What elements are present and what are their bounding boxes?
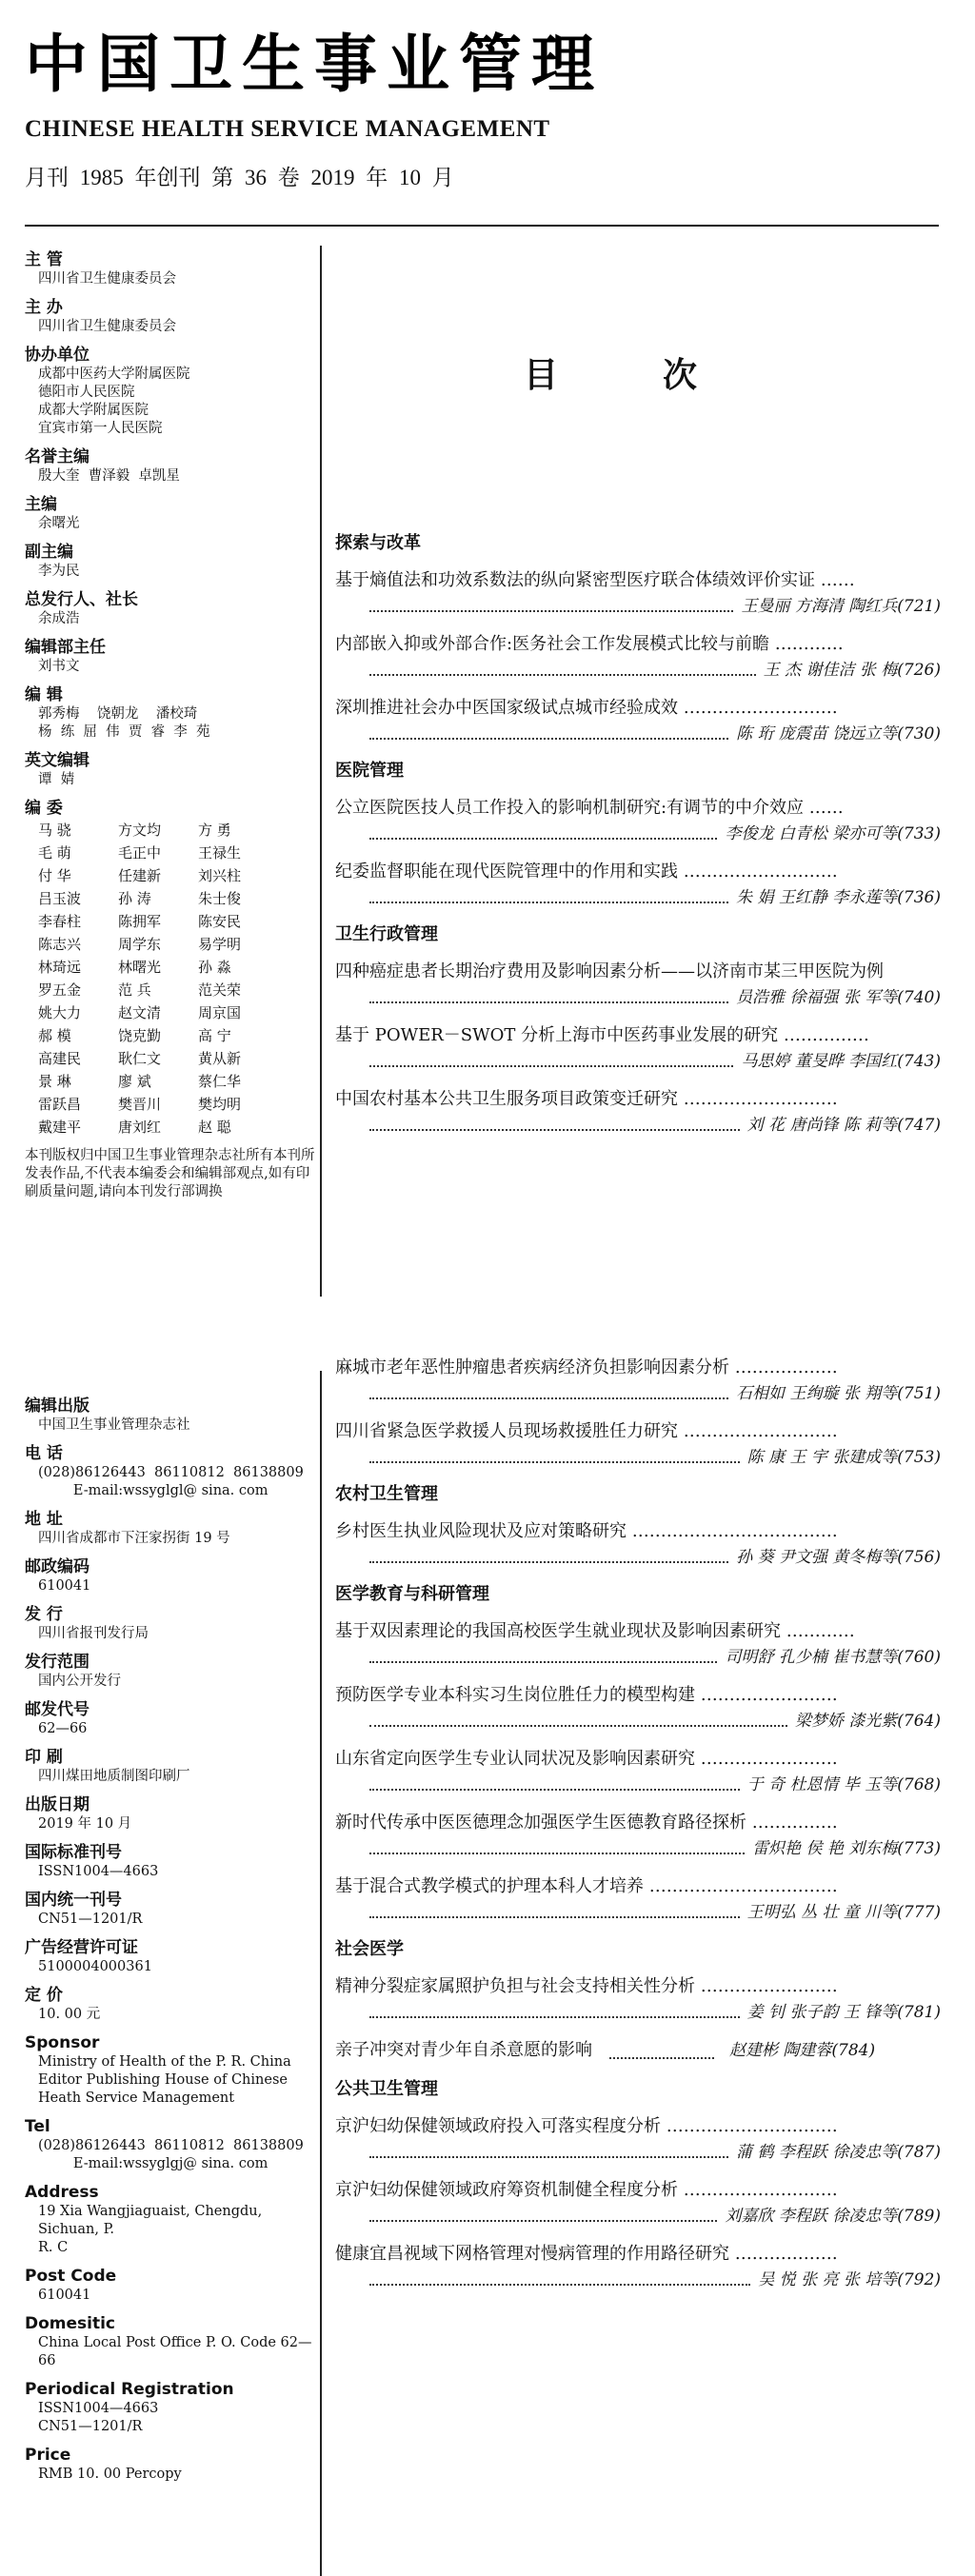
copyright-notice: 本刊版权归中国卫生事业管理杂志社所有本刊所发表作品,不代表本编委会和编辑部观点,如有印刷质量问题,请向本刊发行部调换	[25, 1148, 315, 1199]
sidebar-info-label: Price	[25, 2446, 71, 2465]
toc-entry	[335, 1085, 941, 1138]
editor-name: 范 兵	[118, 981, 151, 999]
leader-dots	[609, 2057, 714, 2059]
toc-article-title-text: 亲子冲突对青少年自杀意愿的影响	[335, 2040, 592, 2060]
toc-authors-page: 朱 娟 王红静 李永莲等(736)	[736, 888, 941, 907]
toc-article-title: 京沪妇幼保健领域政府投入可落实程度分析 …………………………	[335, 2116, 838, 2136]
toc-article-title: 山东省定向医学生专业认同状况及影响因素研究 ……………………	[335, 1749, 838, 1769]
editor-name: 景 琳	[38, 1073, 71, 1090]
toc-article-title: 公立医院医技人员工作投入的影响机制研究:有调节的中介效应 ……	[335, 798, 844, 818]
sidebar-info-label: 编辑出版	[25, 1397, 90, 1416]
sidebar-info-label: 编辑部主任	[25, 638, 106, 657]
toc-entry	[335, 1972, 941, 2025]
sidebar-info-value: ISSN1004—4663 CN51—1201/R	[38, 2401, 159, 2434]
sidebar-info-block	[25, 2116, 318, 2173]
sidebar-info-label: 定 价	[25, 1986, 63, 2005]
editor-name: 戴建平	[38, 1119, 82, 1136]
toc-article-title: 内部嵌入抑或外部合作:医务社会工作发展模式比较与前瞻 …………	[335, 634, 844, 654]
editor-name: 方 勇	[198, 822, 231, 839]
leader-dots	[369, 2156, 728, 2158]
toc-article-title: 精神分裂症家属照护负担与社会支持相关性分析 ……………………	[335, 1976, 838, 1996]
toc-authors-line	[335, 2268, 941, 2292]
toc-authors-page: 马思婷 董旻晔 李国红(743)	[741, 1052, 941, 1071]
leader-dots	[369, 1129, 740, 1131]
editor-name: 蔡仁华	[198, 1073, 242, 1090]
sidebar-info-label: Tel	[25, 2117, 50, 2136]
toc-section-heading: 探索与改革	[335, 533, 421, 553]
editor-name: 易学明	[198, 936, 242, 953]
sidebar-info-label: 发 行	[25, 1605, 63, 1624]
sidebar-info-block	[25, 684, 318, 742]
editor-name: 黄从新	[198, 1050, 242, 1067]
sidebar-info-label: 国际标准刊号	[25, 1843, 122, 1862]
toc-article-title: 四种癌症患者长期治疗费用及影响因素分析——以济南市某三甲医院为例	[335, 961, 884, 981]
editor-name: 范关荣	[198, 981, 242, 999]
toc-heading: 目次	[524, 356, 803, 395]
sidebar-info-label: Domesitic	[25, 2314, 116, 2333]
sidebar-info-label: 电 话	[25, 1444, 63, 1463]
toc-authors-page: 刘 花 唐尚锋 陈 莉等(747)	[746, 1116, 941, 1135]
toc-entry	[335, 1745, 941, 1797]
sidebar-info-block	[25, 1652, 318, 1691]
sidebar-info-block	[25, 345, 318, 438]
toc-article-title: 预防医学专业本科实习生岗位胜任力的模型构建 ……………………	[335, 1685, 838, 1705]
editor-name: 林琦远	[38, 959, 82, 976]
toc-article-title: 麻城市老年恶性肿瘤患者疾病经济负担影响因素分析 ………………	[335, 1357, 838, 1377]
sidebar-info-block	[25, 2445, 318, 2484]
sidebar-info-label: 印 刷	[25, 1748, 63, 1767]
leader-dots	[369, 838, 717, 840]
editor-name: 陈志兴	[38, 936, 82, 953]
sidebar-info-block	[25, 542, 318, 581]
sidebar-info-label: 国内统一刊号	[25, 1891, 122, 1910]
sidebar-info-list	[25, 249, 318, 789]
sidebar-info-value: 62—66	[38, 1721, 88, 1736]
toc-authors-page: 梁梦娇 漆光紫(764)	[794, 1712, 941, 1731]
sidebar-info-block	[25, 2182, 318, 2257]
sidebar-info-value: (028)86126443 86110812 86138809 E-mail:wssyglgj@ sina. com	[38, 2138, 304, 2171]
editor-name: 雷跃昌	[38, 1096, 82, 1113]
editor-name: 樊晋川	[118, 1096, 162, 1113]
toc-section-heading: 社会医学	[335, 1939, 404, 1959]
editor-name: 王禄生	[198, 844, 242, 862]
toc-article-title: 基于熵值法和功效系数法的纵向紧密型医疗联合体绩效评价实证 ……	[335, 570, 855, 590]
sidebar-info-value: ISSN1004—4663	[38, 1864, 159, 1879]
sidebar-info-value: 郭秀梅 饶朝龙 潘校琦 杨 练 屈 伟 贾 睿 李 苑	[38, 706, 210, 740]
editor-name: 饶克勤	[118, 1027, 162, 1044]
toc-authors-line	[335, 1709, 941, 1734]
toc-entry	[335, 566, 941, 619]
sidebar-info-label: 地 址	[25, 1510, 63, 1529]
sidebar-info-value: 10. 00 元	[38, 2007, 101, 2022]
sidebar-info-block	[25, 1890, 318, 1929]
leader-dots	[369, 2220, 717, 2222]
sidebar-info-block	[25, 249, 318, 288]
toc-authors-line	[335, 722, 941, 746]
toc-entry	[335, 1021, 941, 1074]
leader-dots	[369, 902, 728, 903]
toc-authors-page: 雷炽艳 侯 艳 刘东梅(773)	[752, 1839, 941, 1858]
sidebar-info-label: Address	[25, 2183, 99, 2202]
editor-name: 高 宁	[198, 1027, 231, 1044]
toc-entry	[335, 2112, 941, 2165]
editor-name: 郝 模	[38, 1027, 71, 1044]
sidebar-info-block	[25, 2266, 318, 2305]
leader-dots	[369, 1661, 717, 1663]
editorial-board-names	[25, 819, 318, 1139]
toc-entry	[335, 2176, 941, 2229]
leader-dots	[369, 1001, 728, 1003]
editor-name: 唐刘红	[118, 1119, 162, 1136]
editor-name: 樊均明	[198, 1096, 242, 1113]
editor-name: 李春柱	[38, 913, 82, 930]
sidebar-info-label: 英文编辑	[25, 751, 90, 770]
toc-authors-page: 王曼丽 方海清 陶红兵(721)	[741, 597, 941, 616]
editor-name: 孙 涛	[118, 890, 151, 907]
leader-dots	[369, 1789, 740, 1791]
sidebar-info-label: Periodical Registration	[25, 2380, 234, 2399]
toc-authors-page: 吴 悦 张 亮 张 培等(792)	[758, 2270, 941, 2289]
journal-english-title: CHINESE HEALTH SERVICE MANAGEMENT	[25, 116, 550, 142]
leader-dots	[369, 738, 728, 740]
masthead	[25, 27, 958, 191]
sidebar-info-block	[25, 750, 318, 789]
sidebar-info-value: 610041	[38, 2288, 91, 2303]
sidebar-info-label: 出版日期	[25, 1795, 90, 1814]
sidebar-info-label: Sponsor	[25, 2033, 100, 2052]
publication-info-list	[25, 1396, 318, 2484]
toc-authors-page: 赵建彬 陶建蓉(784)	[729, 2041, 876, 2060]
sidebar-info-label: 发行范围	[25, 1653, 90, 1672]
toc-article-title: 新时代传承中医医德理念加强医学生医德教育路径探析 ……………	[335, 1813, 838, 1833]
toc-authors-line	[335, 885, 941, 910]
editor-name: 姚大力	[38, 1004, 82, 1021]
toc-authors-line	[335, 1773, 941, 1797]
editor-name: 赵 聪	[198, 1119, 231, 1136]
toc-entry	[335, 1517, 941, 1570]
toc-authors-page: 孙 葵 尹文强 黄冬梅等(756)	[736, 1548, 941, 1567]
toc-authors-page: 刘嘉欣 李程跃 徐凌忠等(789)	[725, 2207, 941, 2226]
sidebar-info-value: 国内公开发行	[38, 1674, 121, 1689]
editorial-sidebar	[25, 249, 318, 1201]
editorial-board	[25, 798, 318, 1139]
toc-article-title: 乡村医生执业风险现状及应对策略研究 ………………………………	[335, 1521, 838, 1541]
sidebar-info-value: 四川省卫生健康委员会	[38, 319, 176, 334]
sidebar-info-label: 主 办	[25, 298, 63, 317]
sidebar-info-label: 名誉主编	[25, 447, 90, 466]
sidebar-info-block	[25, 1937, 318, 1976]
sidebar-info-value: 19 Xia Wangjiaguaist, Chengdu, Sichuan, P. R. C	[38, 2204, 263, 2255]
editor-name: 付 华	[38, 867, 71, 884]
toc-authors-line	[335, 1445, 941, 1470]
toc-article-title: 健康宜昌视域下网格管理对慢病管理的作用路径研究 ………………	[335, 2244, 838, 2264]
sidebar-info-block	[25, 2379, 318, 2436]
editor-name: 吕玉波	[38, 890, 82, 907]
toc-section-heading: 医院管理	[335, 761, 404, 781]
sidebar-info-label: 副主编	[25, 543, 73, 562]
sidebar-info-value: 刘书文	[38, 659, 80, 674]
sidebar-info-block	[25, 297, 318, 336]
sidebar-info-value: 殷大奎 曹泽毅 卓凯星	[38, 468, 180, 484]
toc-section-heading: 医学教育与科研管理	[335, 1584, 489, 1604]
sidebar-info-block	[25, 494, 318, 533]
sidebar-info-block	[25, 1396, 318, 1435]
toc-authors-line	[335, 1545, 941, 1570]
leader-dots	[369, 610, 733, 612]
editor-name: 陈安民	[198, 913, 242, 930]
sidebar-info-value: 四川煤田地质制图印刷厂	[38, 1769, 190, 1784]
toc-entry	[335, 858, 941, 910]
sidebar-info-block	[25, 1699, 318, 1738]
toc-authors-page: 石相如 王绚璇 张 翔等(751)	[736, 1384, 941, 1403]
toc-article-title: 基于 POWER－SWOT 分析上海市中医药事业发展的研究 ……………	[335, 1025, 869, 1045]
column-divider	[320, 246, 322, 1297]
sidebar-info-value: RMB 10. 00 Percopy	[38, 2467, 182, 2482]
editor-name: 毛 萌	[38, 844, 71, 862]
sidebar-info-value: 四川省卫生健康委员会	[38, 271, 176, 287]
header-rule	[25, 225, 939, 227]
sidebar-info-label: 总发行人、社长	[25, 590, 138, 609]
editor-name: 耿仁文	[118, 1050, 162, 1067]
toc-authors-page: 王明弘 丛 壮 童 川等(777)	[746, 1903, 941, 1922]
toc-authors-line	[335, 2000, 941, 2025]
leader-dots	[369, 1461, 740, 1463]
toc-entry	[335, 958, 941, 1010]
sidebar-info-block	[25, 446, 318, 485]
editor-name: 周学东	[118, 936, 162, 953]
leader-dots	[369, 2284, 750, 2286]
toc-entry	[335, 1681, 941, 1734]
sidebar-info-label: 编 辑	[25, 685, 63, 704]
toc-authors-line	[335, 985, 941, 1010]
toc-authors-line	[335, 1836, 941, 1861]
toc-authors-line	[335, 594, 941, 619]
toc-article-title: 中国农村基本公共卫生服务项目政策变迁研究 ………………………	[335, 1089, 838, 1109]
toc-entry	[335, 2240, 941, 2292]
toc-article-title: 基于混合式教学模式的护理本科人才培养 ……………………………	[335, 1876, 838, 1896]
toc-article-title: 基于双因素理论的我国高校医学生就业现状及影响因素研究 …………	[335, 1621, 855, 1641]
toc-entry	[335, 1809, 941, 1861]
sidebar-info-value: 中国卫生事业管理杂志社	[38, 1417, 190, 1433]
leader-dots	[369, 1916, 740, 1918]
editor-name: 刘兴柱	[198, 867, 242, 884]
toc-article-title: 四川省紧急医学救援人员现场救援胜任力研究 ………………………	[335, 1421, 838, 1441]
editor-name: 朱士俊	[198, 890, 242, 907]
toc-entry	[335, 630, 941, 683]
toc-article-title: 纪委监督职能在现代医院管理中的作用和实践 ………………………	[335, 862, 838, 882]
sidebar-info-value: 成都中医药大学附属医院 德阳市人民医院 成都大学附属医院 宜宾市第一人民医院	[38, 367, 190, 436]
leader-dots	[369, 1397, 728, 1399]
sidebar-info-block	[25, 1794, 318, 1833]
toc-section-heading: 农村卫生管理	[335, 1484, 438, 1504]
sidebar-info-value: 5100004000361	[38, 1959, 152, 1974]
sidebar-info-value: 谭 婧	[38, 772, 75, 787]
sidebar-info-block	[25, 637, 318, 676]
editor-name: 方文均	[118, 822, 162, 839]
publication-info-sidebar	[25, 1396, 318, 2492]
editor-name: 赵文清	[118, 1004, 162, 1021]
toc-entry	[335, 794, 941, 846]
toc-authors-page: 蒲 鹤 李程跃 徐凌忠等(787)	[736, 2143, 941, 2162]
sidebar-info-value: 余曙光	[38, 516, 80, 531]
sidebar-info-block	[25, 2032, 318, 2108]
toc-authors-line	[335, 822, 941, 846]
table-of-contents-part-1	[335, 519, 941, 1149]
sidebar-info-label: 邮政编码	[25, 1557, 90, 1576]
editor-name: 任建新	[118, 867, 162, 884]
sidebar-info-label: 广告经营许可证	[25, 1938, 138, 1957]
sidebar-info-value: CN51—1201/R	[38, 1912, 143, 1927]
toc-authors-page: 员浩雅 徐福强 张 军等(740)	[736, 988, 941, 1007]
sidebar-info-block	[25, 1509, 318, 1548]
toc-authors-page: 司明舒 孔少楠 崔书慧等(760)	[725, 1648, 941, 1667]
editor-name: 高建民	[38, 1050, 82, 1067]
sidebar-info-label: 邮发代号	[25, 1700, 90, 1719]
toc-authors-line	[335, 1049, 941, 1074]
toc-section-heading: 公共卫生管理	[335, 2079, 438, 2099]
sidebar-info-value: 2019 年 10 月	[38, 1816, 132, 1832]
sidebar-info-label: 主编	[25, 495, 57, 514]
table-of-contents-part-2	[335, 1354, 941, 2304]
sidebar-info-block	[25, 1842, 318, 1881]
sidebar-info-value: 四川省报刊发行局	[38, 1626, 149, 1641]
toc-entry	[335, 694, 941, 746]
toc-authors-line	[335, 1113, 941, 1138]
toc-authors-page: 陈 珩 庞震苗 饶远立等(730)	[736, 724, 941, 743]
leader-dots	[369, 1561, 728, 1563]
editor-name: 林曙光	[118, 959, 162, 976]
sidebar-info-block	[25, 1443, 318, 1500]
toc-article-title	[335, 2036, 941, 2065]
sidebar-info-label: Post Code	[25, 2267, 117, 2286]
toc-article-title: 京沪妇幼保健领域政府筹资机制健全程度分析 ………………………	[335, 2180, 838, 2200]
sidebar-info-block	[25, 1604, 318, 1643]
sidebar-info-block	[25, 589, 318, 628]
leader-dots	[369, 2016, 740, 2018]
toc-article-title: 深圳推进社会办中医国家级试点城市经验成效 ………………………	[335, 698, 838, 718]
editor-name: 廖 斌	[118, 1073, 151, 1090]
journal-title: 中国卫生事业管理	[25, 28, 604, 101]
sidebar-info-value: 李为民	[38, 564, 80, 579]
toc-authors-line	[335, 2140, 941, 2165]
toc-authors-line	[335, 1645, 941, 1670]
editor-name: 罗五金	[38, 981, 82, 999]
toc-authors-line	[335, 2204, 941, 2229]
leader-dots	[369, 1725, 787, 1727]
editorial-board-label: 编 委	[25, 799, 63, 818]
toc-authors-line	[335, 1900, 941, 1925]
editor-name: 周京国	[198, 1004, 242, 1021]
sidebar-info-block	[25, 2313, 318, 2370]
issue-info: 月刊 1985 年创刊 第 36 卷 2019 年 10 月	[25, 166, 454, 189]
editor-name: 陈拥军	[118, 913, 162, 930]
toc-authors-line	[335, 1381, 941, 1406]
leader-dots	[369, 674, 756, 676]
toc-entry	[335, 1354, 941, 1406]
column-divider-lower	[320, 1371, 322, 2576]
leader-dots	[369, 1065, 733, 1067]
sidebar-info-label: 协办单位	[25, 346, 90, 365]
sidebar-info-block	[25, 1747, 318, 1786]
toc-authors-line	[335, 658, 941, 683]
toc-authors-page: 陈 康 王 宇 张建成等(753)	[746, 1448, 941, 1467]
leader-dots	[369, 1853, 745, 1854]
toc-section-heading: 卫生行政管理	[335, 924, 438, 944]
sidebar-info-block	[25, 1556, 318, 1595]
toc-authors-page: 王 杰 谢佳洁 张 梅(726)	[763, 661, 941, 680]
sidebar-info-value: Ministry of Health of the P. R. China Editor Publishing House of Chinese Heath Service Management	[38, 2054, 291, 2106]
toc-authors-page: 李俊龙 白青松 梁亦可等(733)	[725, 824, 941, 843]
toc-entry	[335, 1417, 941, 1470]
sidebar-info-label: 主 管	[25, 250, 63, 269]
editor-name: 毛正中	[118, 844, 162, 862]
sidebar-info-value: 四川省成都市下汪家拐街 19 号	[38, 1531, 230, 1546]
editor-name: 马 骁	[38, 822, 71, 839]
sidebar-info-block	[25, 1985, 318, 2024]
toc-entry	[335, 1873, 941, 1925]
toc-entry	[335, 2036, 941, 2065]
toc-entry	[335, 1617, 941, 1670]
sidebar-info-value: (028)86126443 86110812 86138809 E-mail:wssyglgl@ sina. com	[38, 1465, 304, 1498]
toc-authors-page: 于 奇 杜恩情 毕 玉等(768)	[746, 1775, 941, 1794]
sidebar-info-value: 余成浩	[38, 611, 80, 626]
toc-authors-page: 姜 钊 张子韵 王 锋等(781)	[746, 2003, 941, 2022]
sidebar-info-value: 610041	[38, 1578, 91, 1594]
sidebar-info-value: China Local Post Office P. O. Code 62— 66	[38, 2335, 312, 2368]
editor-name: 孙 淼	[198, 959, 231, 976]
